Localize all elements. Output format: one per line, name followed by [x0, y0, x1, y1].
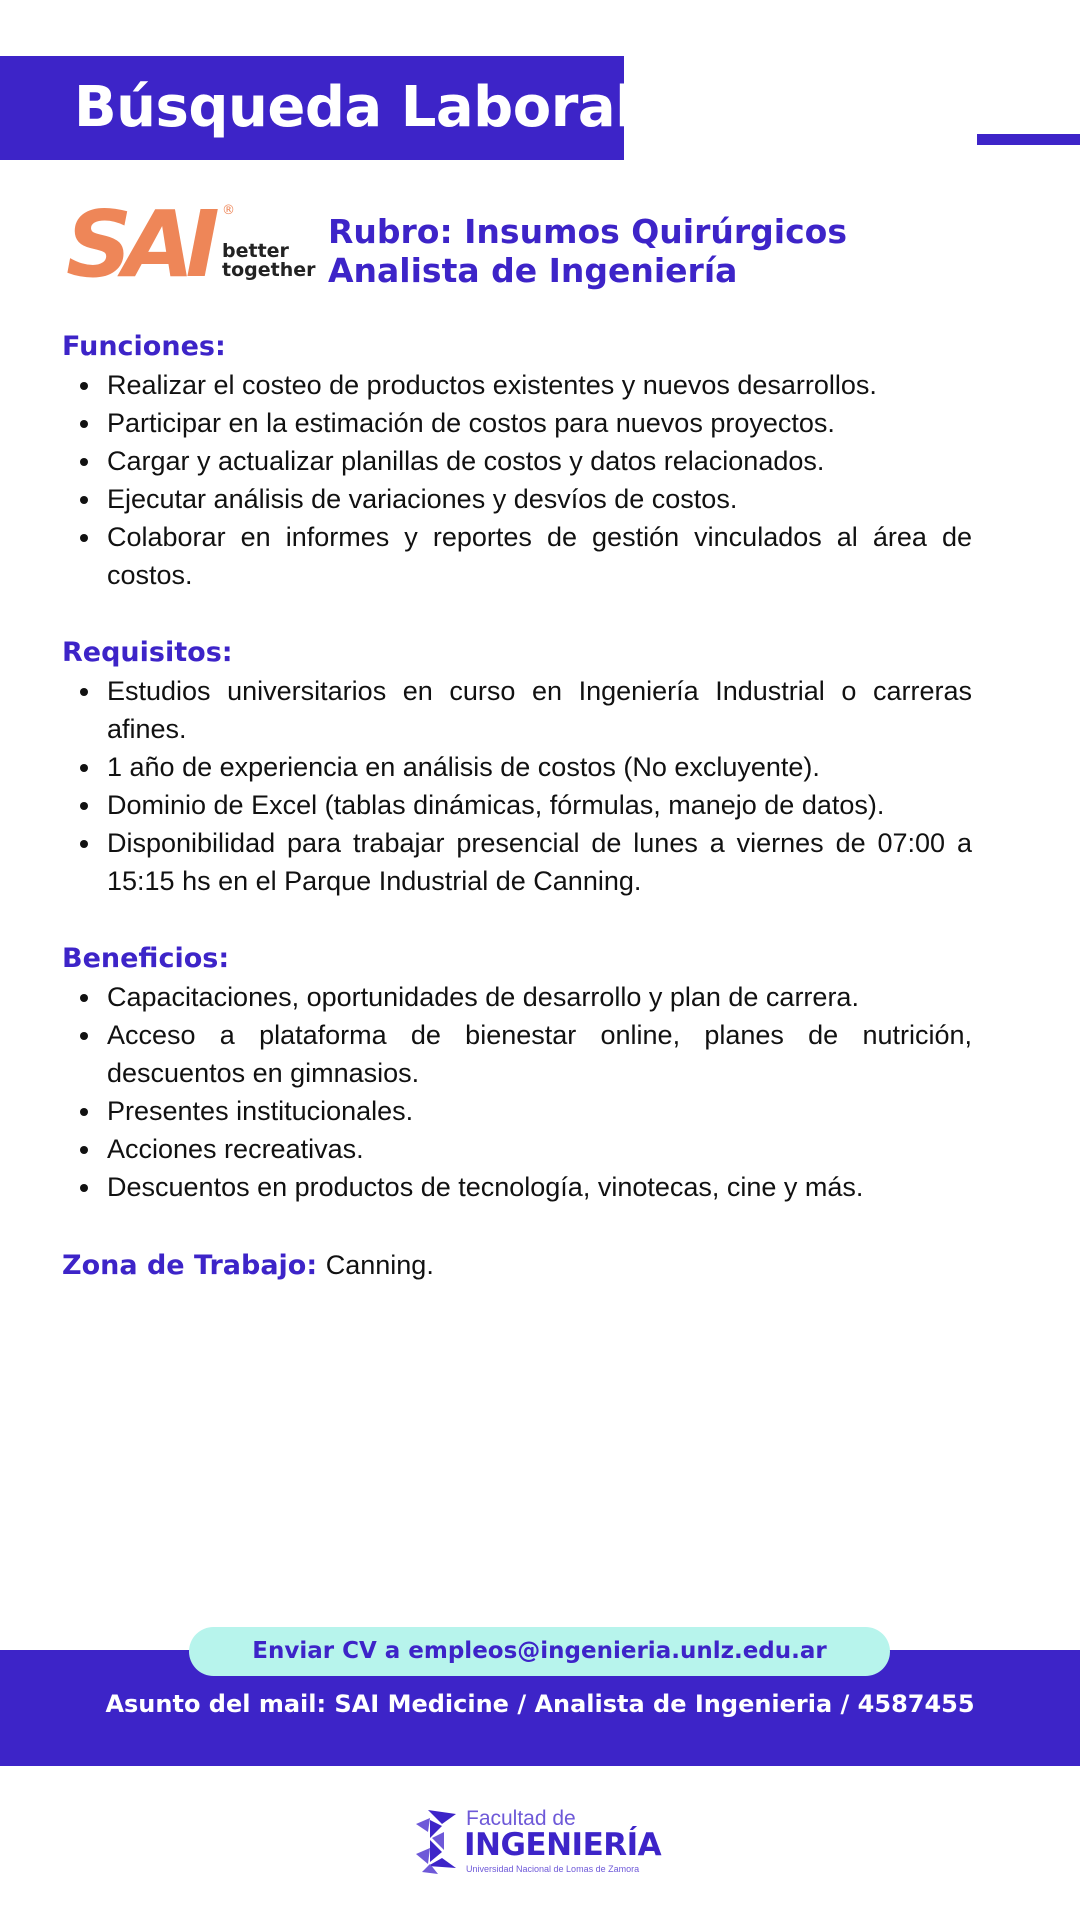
requisitos-list	[62, 672, 972, 900]
faculty-logo-line1: Facultad de	[466, 1807, 576, 1830]
section-title-requisitos: Requisitos:	[62, 637, 233, 668]
section-beneficios	[62, 940, 972, 1206]
faculty-logo-line2: INGENIERÍA	[464, 1827, 662, 1863]
work-zone-value: Canning.	[325, 1250, 434, 1280]
section-requisitos	[62, 634, 972, 900]
job-rubro: Rubro: Insumos Quirúrgicos	[328, 212, 847, 251]
list-item: Acciones recreativas.	[62, 1130, 972, 1168]
list-item: Descuentos en productos de tecnología, vinotecas, cine y más.	[62, 1168, 972, 1206]
header-banner	[0, 56, 634, 160]
list-item: Dominio de Excel (tablas dinámicas, fórmulas, manejo de datos).	[62, 786, 972, 824]
registered-mark: ®	[222, 203, 235, 218]
job-description	[62, 328, 972, 1285]
accent-line	[977, 134, 1080, 145]
beneficios-list	[62, 978, 972, 1206]
list-item: 1 año de experiencia en análisis de costos (No excluyente).	[62, 748, 972, 786]
list-item: Disponibilidad para trabajar presencial de lunes a viernes de 07:00 a 15:15 hs en el Parque Industrial de Canning.	[62, 824, 972, 900]
list-item: Participar en la estimación de costos para nuevos proyectos.	[62, 404, 972, 442]
section-title-beneficios: Beneficios:	[62, 943, 230, 974]
work-zone	[62, 1246, 972, 1285]
company-logo	[66, 191, 316, 298]
company-tagline	[222, 242, 316, 280]
tagline-line-2: together	[222, 259, 316, 281]
list-item: Acceso a plataforma de bienestar online, planes de nutrición, descuentos en gimnasios.	[62, 1016, 972, 1092]
list-item: Realizar el costeo de productos existentes y nuevos desarrollos.	[62, 366, 972, 404]
email-cta[interactable]: Enviar CV a empleos@ingenieria.unlz.edu.ar	[189, 1627, 890, 1676]
faculty-logo	[416, 1808, 676, 1878]
list-item: Ejecutar análisis de variaciones y desvíos de costos.	[62, 480, 972, 518]
list-item: Colaborar en informes y reportes de gestión vinculados al área de costos.	[62, 518, 972, 594]
list-item: Estudios universitarios en curso en Ingeniería Industrial o carreras afines.	[62, 672, 972, 748]
company-logo-wordmark: SAI	[66, 191, 211, 298]
faculty-logo-mark-icon	[416, 1810, 460, 1874]
tagline-line-1: better	[222, 240, 289, 262]
job-position: Analista de Ingeniería	[328, 251, 738, 290]
section-title-funciones: Funciones:	[62, 331, 226, 362]
work-zone-label: Zona de Trabajo:	[62, 1250, 318, 1281]
list-item: Cargar y actualizar planillas de costos y datos relacionados.	[62, 442, 972, 480]
mail-subject: Asunto del mail: SAI Medicine / Analista de Ingenieria / 4587455	[105, 1690, 975, 1718]
job-heading	[328, 212, 847, 290]
list-item: Presentes institucionales.	[62, 1092, 972, 1130]
funciones-list	[62, 366, 972, 594]
faculty-logo-line3: Universidad Nacional de Lomas de Zamora	[466, 1864, 640, 1874]
page-title: Búsqueda Laboral	[74, 75, 634, 140]
section-funciones	[62, 328, 972, 594]
list-item: Capacitaciones, oportunidades de desarrollo y plan de carrera.	[62, 978, 972, 1016]
